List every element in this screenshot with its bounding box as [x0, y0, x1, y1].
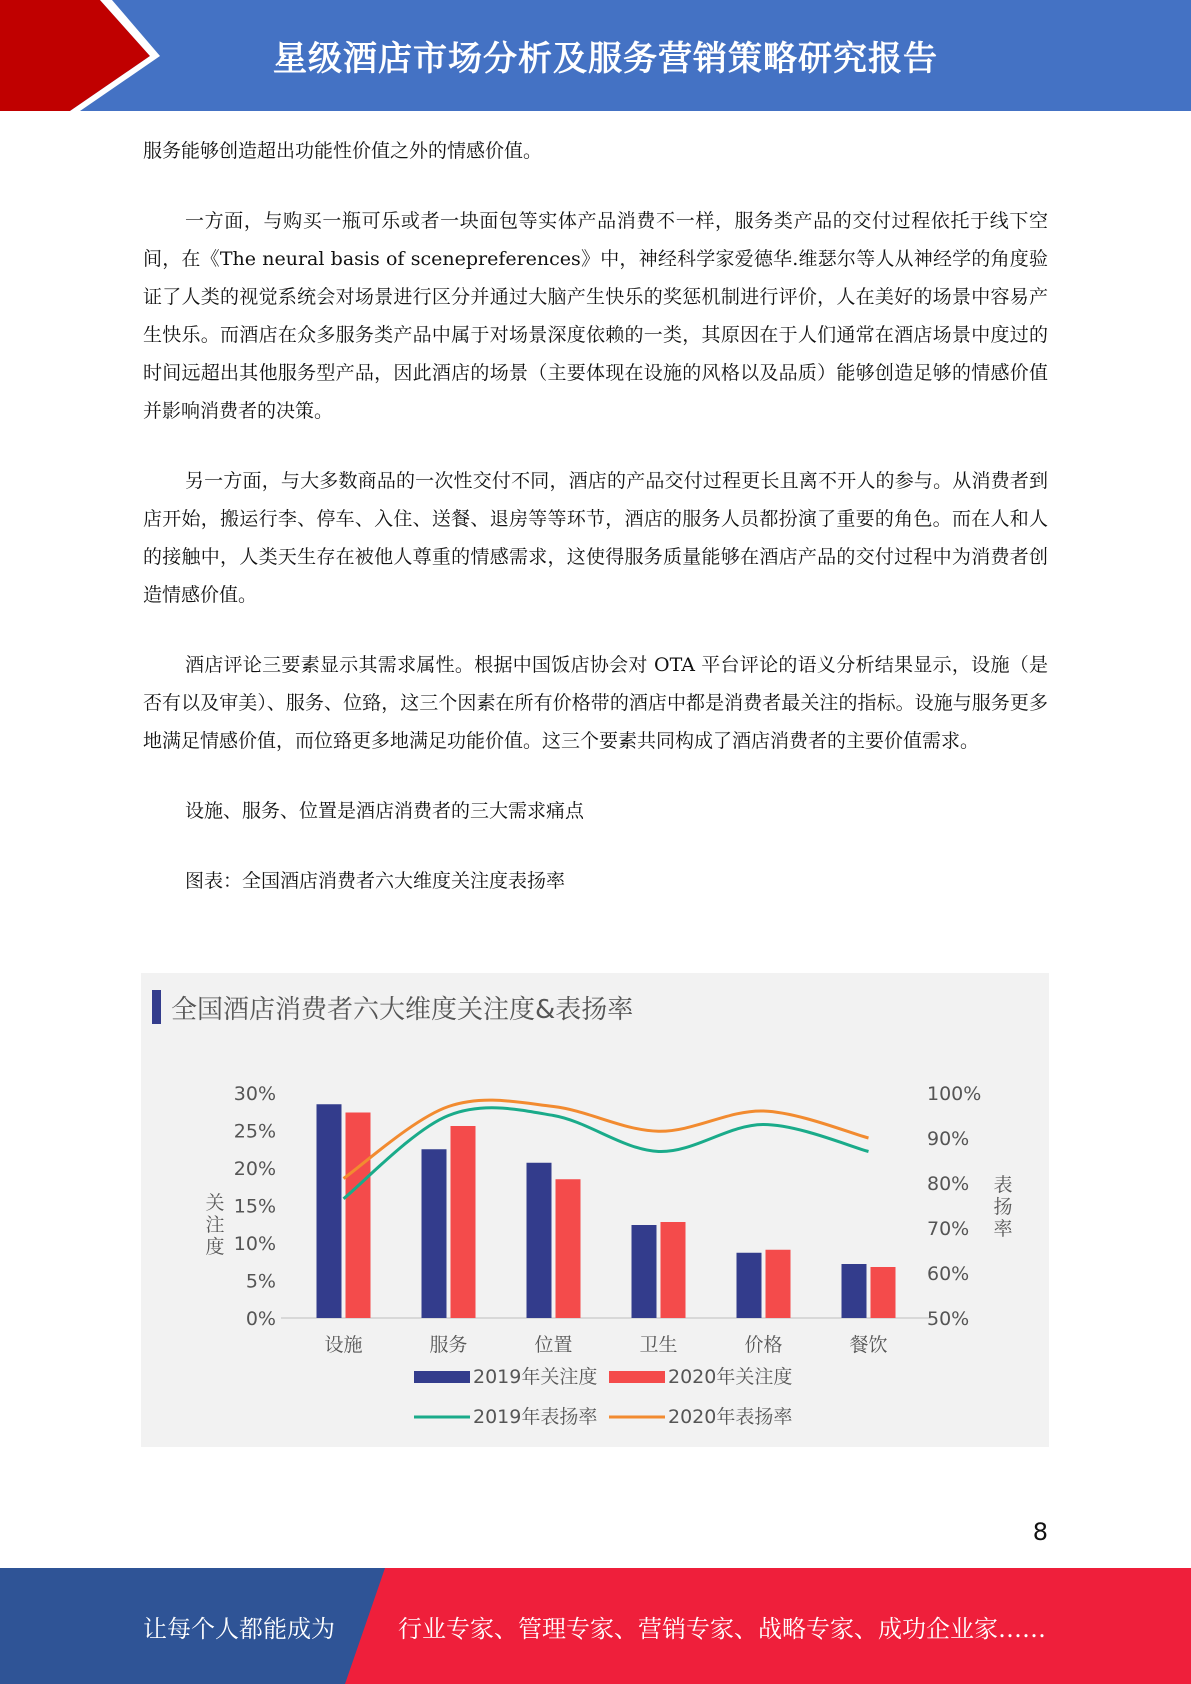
body-text: [143, 132, 1048, 900]
bar: [842, 1264, 867, 1318]
chart-title-accent: [152, 990, 161, 1024]
y2-tick-label: 100%: [927, 1083, 982, 1105]
y2-tick-label: 70%: [927, 1218, 970, 1240]
y-axis-label-char: 度: [205, 1236, 225, 1258]
paragraph: 酒店评论三要素显示其需求属性。根据中国饭店协会对 OTA 平台评论的语义分析结果显示，设施（是否有以及审美）、服务、位臵，这三个因素在所有价格带的酒店中都是消费者最关注的指标。设施与服务更多地满足情感价值，而位臵更多地满足功能价值。这三个要素共同构成了酒店消费者的主要价值需求。: [143, 654, 1048, 752]
legend-swatch: [609, 1371, 665, 1383]
legend-swatch: [414, 1371, 470, 1383]
bar: [422, 1149, 447, 1318]
paragraph: 另一方面，与大多数商品的一次性交付不同，酒店的产品交付过程更长且离不开人的参与。从消费者到店开始，搬运行李、停车、入住、送餐、退房等等环节，酒店的服务人员都扮演了重要的角色。而在人和人的接触中，人类天生存在被他人尊重的情感需求，这使得服务质量能够在酒店产品的交付过程中为消费者创造情感价值。: [143, 470, 1048, 606]
chart-svg: [141, 973, 1049, 1447]
bar: [632, 1225, 657, 1318]
footer-slogan-left: 让每个人都能成为: [143, 1614, 335, 1643]
chart-caption: 图表：全国酒店消费者六大维度关注度表扬率: [185, 870, 566, 892]
report-title: 星级酒店市场分析及服务营销策略研究报告: [273, 39, 938, 79]
chart-heading: 设施、服务、位置是酒店消费者的三大需求痛点: [185, 800, 585, 822]
bar: [451, 1126, 476, 1318]
bar: [661, 1222, 686, 1318]
page-number: 8: [1032, 1518, 1048, 1546]
x-tick-label: 餐饮: [849, 1334, 888, 1356]
x-tick-label: 位置: [534, 1334, 573, 1356]
y-tick-label: 0%: [245, 1308, 276, 1330]
paragraph: 服务能够创造超出功能性价值之外的情感价值。: [143, 140, 543, 162]
y-tick-label: 30%: [233, 1083, 276, 1105]
y2-axis-label-char: 率: [993, 1218, 1013, 1240]
paragraph: 一方面，与购买一瓶可乐或者一块面包等实体产品消费不一样，服务类产品的交付过程依托于线下空间，在《The neural basis of scenepreferences》中，神经科学家爱德华.维瑟尔等人从神经学的角度验证了人类的视觉系统会对场景进行区分并通过大脑产生快乐的奖惩机制进行评价，人在美好的场景中容易产生快乐。而酒店在众多服务类产品中属于对场景深度依赖的一类，其原因在于人们通常在酒店场景中度过的时间远超出其他服务型产品，因此酒店的场景（主要体现在设施的风格以及品质）能够创造足够的情感价值并影响消费者的决策。: [143, 210, 1048, 422]
bar: [737, 1253, 762, 1318]
bar: [556, 1179, 581, 1318]
x-tick-label: 卫生: [639, 1334, 678, 1356]
y2-tick-label: 90%: [927, 1128, 970, 1150]
y-tick-label: 5%: [245, 1270, 276, 1293]
legend-label: 2020年表扬率: [668, 1406, 793, 1428]
x-tick-label: 设施: [324, 1334, 363, 1356]
y-tick-label: 15%: [233, 1195, 276, 1218]
y2-tick-label: 50%: [927, 1308, 970, 1330]
y2-axis-label-char: 表: [993, 1174, 1013, 1196]
y2-tick-label: 80%: [927, 1173, 970, 1195]
y-axis-label-char: 关: [205, 1192, 225, 1214]
x-tick-label: 价格: [744, 1334, 783, 1356]
y2-tick-label: 60%: [927, 1263, 970, 1285]
bar: [527, 1163, 552, 1318]
header-banner: [0, 0, 1191, 111]
header-red-chevron: [0, 0, 160, 111]
footer-slogan-right: 行业专家、管理专家、营销专家、战略专家、成功企业家……: [398, 1614, 1046, 1643]
x-tick-label: 服务: [429, 1334, 468, 1356]
bar: [871, 1267, 896, 1318]
y-tick-label: 10%: [233, 1233, 276, 1255]
legend-label: 2019年表扬率: [473, 1406, 598, 1428]
bar: [317, 1104, 342, 1318]
y-tick-label: 20%: [233, 1158, 276, 1180]
chart: [141, 973, 1049, 1447]
y2-axis-label-char: 扬: [993, 1196, 1013, 1218]
footer-banner: [0, 1568, 1191, 1684]
y-tick-label: 25%: [233, 1120, 276, 1143]
legend-label: 2019年关注度: [473, 1366, 598, 1388]
bar: [346, 1113, 371, 1319]
bar: [766, 1250, 791, 1318]
legend-label: 2020年关注度: [668, 1366, 793, 1388]
y-axis-label-char: 注: [205, 1214, 225, 1236]
chart-title: 全国酒店消费者六大维度关注度&表扬率: [171, 995, 634, 1025]
